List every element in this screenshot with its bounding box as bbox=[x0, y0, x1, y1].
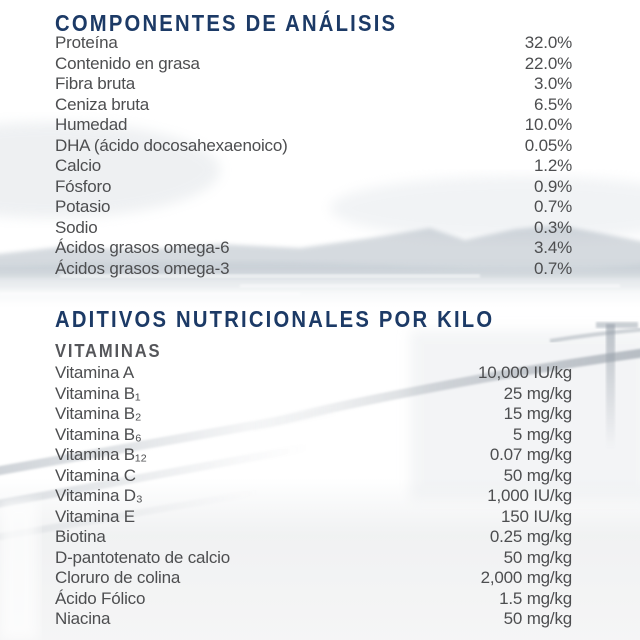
table-row bbox=[55, 156, 572, 177]
vitamin-label: Vitamina A bbox=[55, 363, 134, 382]
nutrient-value: 0.9% bbox=[534, 176, 572, 196]
vitamin-value: 150 IU/kg bbox=[501, 506, 572, 526]
nutrient-value: 6.5% bbox=[534, 94, 572, 114]
table-row bbox=[55, 54, 572, 75]
nutrient-value: 1.2% bbox=[534, 156, 572, 175]
vitamin-label: Vitamina E bbox=[55, 506, 135, 526]
table-row bbox=[55, 384, 572, 405]
table-row bbox=[55, 466, 572, 487]
vitamin-value: 50 mg/kg bbox=[503, 547, 572, 567]
vitamin-label: Ácido Fólico bbox=[55, 588, 146, 608]
nutrient-value: 0.05% bbox=[524, 135, 572, 155]
vitamins-table bbox=[55, 363, 572, 630]
nutrient-label: Proteína bbox=[55, 33, 118, 52]
vitamin-value: 25 mg/kg bbox=[503, 383, 572, 403]
vitamins-subtitle: VITAMINAS bbox=[55, 341, 162, 361]
vitamin-value: 5 mg/kg bbox=[512, 424, 572, 444]
nutrient-label: DHA (ácido docosahexaenoico) bbox=[55, 135, 288, 155]
vitamin-value: 50 mg/kg bbox=[503, 609, 572, 628]
table-row bbox=[55, 238, 572, 259]
table-row bbox=[55, 507, 572, 528]
vitamin-label: Vitamina B₁₂ bbox=[55, 445, 147, 464]
table-row bbox=[55, 486, 572, 507]
additives-section-title: ADITIVOS NUTRICIONALES POR KILO bbox=[55, 306, 495, 332]
nutrient-label: Contenido en grasa bbox=[55, 53, 200, 73]
nutrient-value: 0.7% bbox=[534, 197, 572, 216]
nutrient-label: Sodio bbox=[55, 217, 98, 237]
nutrient-label: Fibra bruta bbox=[55, 74, 136, 93]
nutrient-value: 10.0% bbox=[524, 115, 572, 134]
table-row bbox=[55, 548, 572, 569]
vitamin-value: 0.07 mg/kg bbox=[489, 445, 572, 464]
vitamin-value: 2,000 mg/kg bbox=[480, 568, 572, 587]
table-row bbox=[55, 527, 572, 548]
nutrient-value: 3.0% bbox=[534, 74, 572, 93]
table-row bbox=[55, 136, 572, 157]
vitamin-value: 50 mg/kg bbox=[503, 465, 572, 485]
nutrient-label: Potasio bbox=[55, 197, 111, 216]
nutrient-value: 22.0% bbox=[524, 53, 572, 73]
nutrient-label: Ceniza bruta bbox=[55, 94, 149, 114]
vitamin-value: 0.25 mg/kg bbox=[489, 527, 572, 546]
vitamin-label: Biotina bbox=[55, 527, 106, 546]
table-row bbox=[55, 33, 572, 54]
vitamin-label: Vitamina B₆ bbox=[55, 424, 142, 444]
table-row bbox=[55, 425, 572, 446]
nutrient-value: 0.3% bbox=[534, 217, 572, 237]
vitamin-value: 1.5 mg/kg bbox=[499, 588, 572, 608]
table-row bbox=[55, 259, 572, 280]
table-row bbox=[55, 404, 572, 425]
nutrient-label: Calcio bbox=[55, 156, 102, 175]
table-row bbox=[55, 218, 572, 239]
analysis-section-title: COMPONENTES DE ANÁLISIS bbox=[55, 10, 398, 36]
nutrient-label: Humedad bbox=[55, 115, 128, 134]
vitamin-label: Vitamina B₁ bbox=[55, 383, 141, 403]
vitamin-value: 10,000 IU/kg bbox=[478, 363, 572, 382]
table-row bbox=[55, 74, 572, 95]
nutrient-value: 0.7% bbox=[534, 258, 572, 278]
nutrient-label: Fósforo bbox=[55, 176, 112, 196]
vitamin-label: Vitamina D₃ bbox=[55, 486, 143, 505]
vitamin-label: Vitamina B₂ bbox=[55, 404, 142, 423]
table-row bbox=[55, 115, 572, 136]
table-row bbox=[55, 445, 572, 466]
nutrient-value: 32.0% bbox=[524, 33, 572, 52]
vitamin-label: D-pantotenato de calcio bbox=[55, 547, 230, 567]
vitamin-label: Cloruro de colina bbox=[55, 568, 181, 587]
vitamin-label: Niacina bbox=[55, 609, 111, 628]
vitamin-label: Vitamina C bbox=[55, 465, 136, 485]
table-row bbox=[55, 177, 572, 198]
vitamin-value: 15 mg/kg bbox=[503, 404, 572, 423]
table-row bbox=[55, 609, 572, 630]
table-row bbox=[55, 589, 572, 610]
table-row bbox=[55, 568, 572, 589]
nutrient-label: Ácidos grasos omega-6 bbox=[55, 238, 230, 257]
analysis-table bbox=[55, 33, 572, 279]
table-row bbox=[55, 197, 572, 218]
nutrient-label: Ácidos grasos omega-3 bbox=[55, 258, 230, 278]
vitamin-value: 1,000 IU/kg bbox=[487, 486, 572, 505]
table-row bbox=[55, 95, 572, 116]
nutrient-value: 3.4% bbox=[534, 238, 572, 257]
table-row bbox=[55, 363, 572, 384]
